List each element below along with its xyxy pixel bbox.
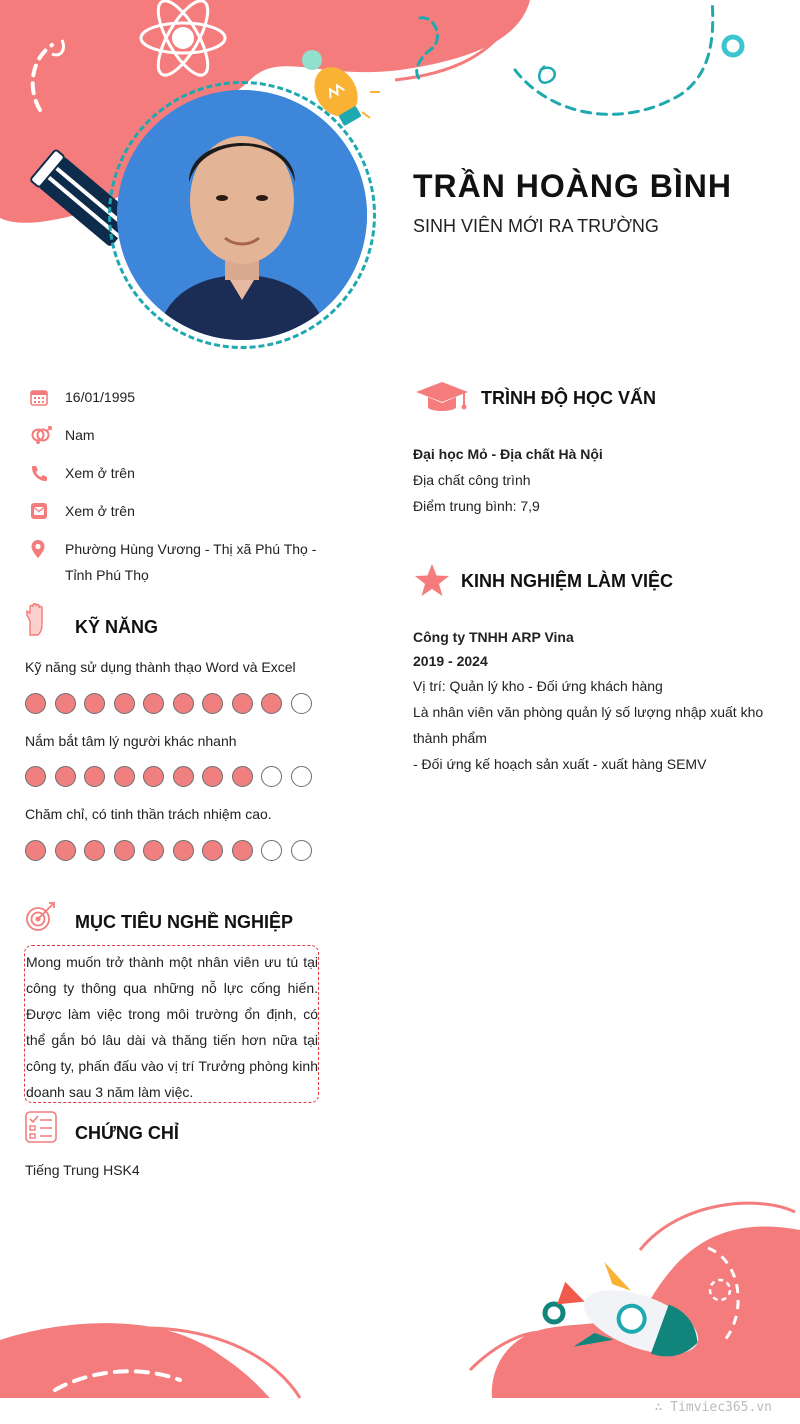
gender-value: Nam [65, 427, 95, 443]
skill-3-label: Chăm chỉ, có tinh thần trách nhiệm cao. [25, 806, 272, 822]
job-description-line-2: thành phẩm [413, 730, 487, 746]
calendar-icon [30, 384, 52, 410]
job-description-line-3: - Đối ứng kế hoạch sản xuất - xuất hàng SEMV [413, 756, 707, 772]
rating-dot-filled [173, 693, 194, 714]
address-row [30, 536, 320, 588]
skill-1-rating [25, 693, 312, 714]
rating-dot-filled [202, 840, 223, 861]
skill-2-label: Nắm bắt tâm lý người khác nhanh [25, 733, 237, 749]
gpa: Điểm trung bình: 7,9 [413, 498, 540, 514]
phone-value: Xem ở trên [65, 465, 135, 481]
phone-icon [30, 460, 52, 486]
rating-dot-filled [84, 693, 105, 714]
career-goal-title: MỤC TIÊU NGHỀ NGHIỆP [75, 912, 294, 932]
target-icon [25, 900, 57, 932]
rating-dot-filled [173, 840, 194, 861]
rating-dot-filled [173, 766, 194, 787]
career-goal-text: Mong muốn trở thành một nhân viên ưu tú tại công ty thông qua những nỗ lực cống hiến. Được làm việc trong môi trường ổn định, có thể gắn bó lâu dài và thăng tiến hơn nữa tại công ty, phấn đấu vào vị trí Trưởng phòng kinh doanh sau 3 năm làm việc. [24, 945, 319, 1103]
rating-dot-filled [84, 766, 105, 787]
rating-dot-filled [202, 766, 223, 787]
rating-dot-empty [261, 766, 282, 787]
hand-icon [25, 603, 47, 637]
rating-dot-filled [84, 840, 105, 861]
certificate-item: Tiếng Trung HSK4 [25, 1162, 140, 1178]
birthday-value: 16/01/1995 [65, 389, 136, 405]
email-value: Xem ở trên [65, 503, 135, 519]
job-position: Vị trí: Quản lý kho - Đối ứng khách hàng [413, 678, 663, 694]
rating-dot-filled [232, 693, 253, 714]
rating-dot-empty [291, 693, 312, 714]
avatar [117, 90, 367, 340]
job-description-line-1: Là nhân viên văn phòng quản lý số lượng nhập xuất kho [413, 704, 764, 720]
rating-dot-filled [114, 840, 135, 861]
watermark: ∴ Timviec365.vn [654, 1400, 772, 1415]
gender-icon [30, 422, 52, 448]
rating-dot-filled [232, 840, 253, 861]
email-icon [30, 498, 52, 524]
education-title: TRÌNH ĐỘ HỌC VẤN [481, 388, 656, 408]
skill-2-rating [25, 766, 312, 787]
rating-dot-filled [114, 693, 135, 714]
rating-dot-filled [114, 766, 135, 787]
checklist-icon [25, 1111, 57, 1143]
candidate-name: TRẦN HOÀNG BÌNH [413, 168, 732, 204]
rating-dot-filled [55, 693, 76, 714]
experience-title: KINH NGHIỆM LÀM VIỆC [461, 571, 674, 591]
avatar-portrait [117, 90, 367, 340]
skill-1-label: Kỹ năng sử dụng thành thạo Word và Excel [25, 659, 296, 675]
rating-dot-filled [55, 766, 76, 787]
address-line-1: Phường Hùng Vương - Thị xã Phú Thọ - [65, 541, 317, 557]
address-line-2: Tỉnh Phú Thọ [65, 567, 149, 583]
rating-dot-filled [143, 766, 164, 787]
rating-dot-empty [291, 840, 312, 861]
certificates-title: CHỨNG CHỈ [75, 1123, 179, 1143]
rating-dot-filled [232, 766, 253, 787]
school-name: Đại học Mỏ - Địa chất Hà Nội [413, 446, 603, 462]
phone-row [30, 460, 320, 486]
rating-dot-empty [291, 766, 312, 787]
rating-dot-filled [261, 693, 282, 714]
skills-title: KỸ NĂNG [75, 617, 159, 637]
candidate-title: SINH VIÊN MỚI RA TRƯỜNG [413, 216, 659, 236]
rating-dot-filled [143, 840, 164, 861]
rating-dot-filled [55, 840, 76, 861]
work-period: 2019 - 2024 [413, 653, 488, 669]
star-icon [414, 563, 450, 597]
rating-dot-filled [143, 693, 164, 714]
rating-dot-filled [25, 693, 46, 714]
rating-dot-filled [25, 766, 46, 787]
rating-dot-empty [261, 840, 282, 861]
location-pin-icon [30, 536, 52, 562]
rating-dot-filled [25, 840, 46, 861]
gender-row [30, 422, 320, 448]
graduation-cap-icon [414, 380, 470, 414]
rating-dot-filled [202, 693, 223, 714]
skill-3-rating [25, 840, 312, 861]
email-row [30, 498, 320, 524]
company-name: Công ty TNHH ARP Vina [413, 629, 574, 645]
birthday-row [30, 384, 320, 410]
major: Địa chất công trình [413, 472, 531, 488]
